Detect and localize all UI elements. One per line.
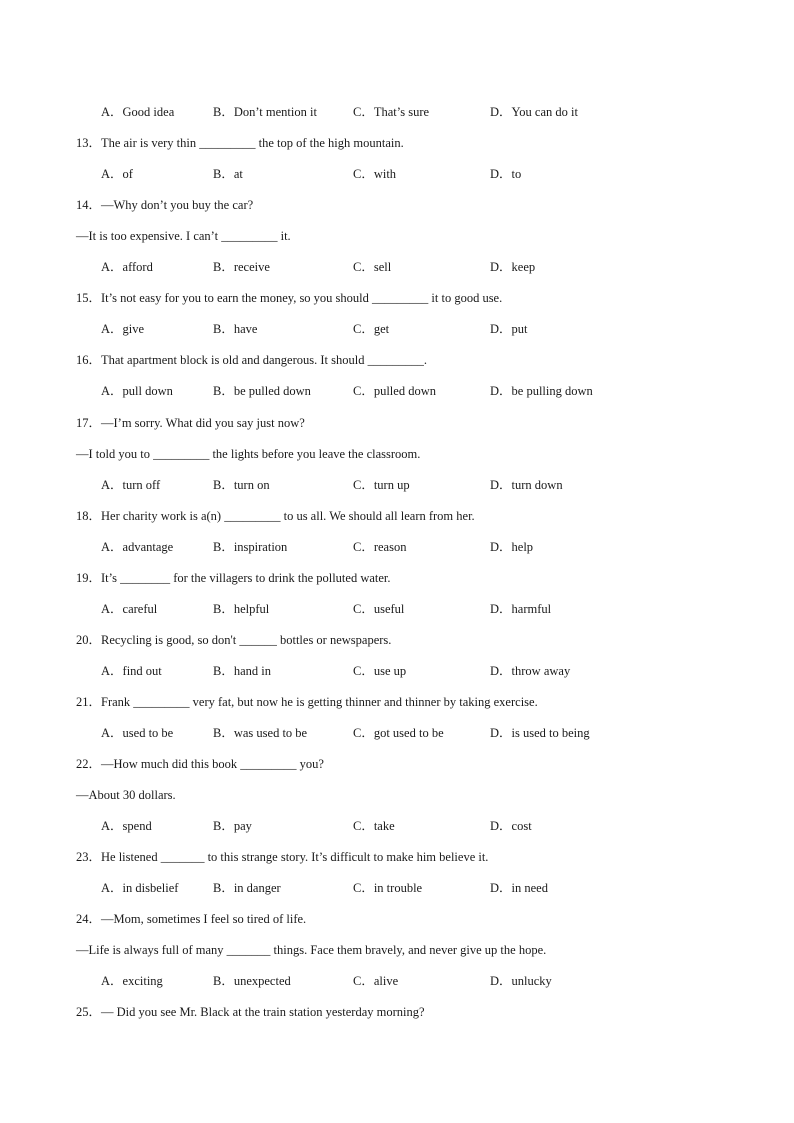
question-line: —I told you to _________ the lights before you leave the classroom. [76, 447, 421, 461]
option-a: A．pull down [101, 384, 173, 398]
option-d: D．throw away [490, 664, 571, 678]
option-c: C．get [353, 322, 390, 336]
option-a: A．exciting [101, 974, 163, 988]
question-line: 20．Recycling is good, so don't ______ bottles or newspapers. [76, 633, 392, 647]
option-a: A．advantage [101, 540, 174, 554]
option-c: C．sell [353, 260, 392, 274]
question-line: 13．The air is very thin _________ the top of the high mountain. [76, 136, 404, 150]
option-a: A．find out [101, 664, 162, 678]
question-line: 25．— Did you see Mr. Black at the train station yesterday morning? [76, 1005, 425, 1019]
option-b: B．have [213, 322, 258, 336]
option-c: C．in trouble [353, 881, 423, 895]
option-d: D．be pulling down [490, 384, 593, 398]
option-c: C．take [353, 819, 395, 833]
question-line: 15．It’s not easy for you to earn the money, so you should _________ it to good use. [76, 291, 503, 305]
question-line: 24．—Mom, sometimes I feel so tired of life. [76, 912, 307, 926]
option-b: B．at [213, 167, 243, 181]
question-line: —Life is always full of many _______ things. Face them bravely, and never give up the hope. [76, 943, 547, 957]
option-b: B．helpful [213, 602, 270, 616]
question-line: 18．Her charity work is a(n) _________ to us all. We should all learn from her. [76, 509, 475, 523]
option-b: B．unexpected [213, 974, 291, 988]
option-d: D．put [490, 322, 528, 336]
option-b: B．receive [213, 260, 270, 274]
question-line: —About 30 dollars. [76, 788, 176, 802]
option-c: C．That’s sure [353, 105, 430, 119]
option-c: C．use up [353, 664, 407, 678]
question-line: 19．It’s ________ for the villagers to drink the polluted water. [76, 571, 391, 585]
option-a: A．of [101, 167, 133, 181]
option-d: D．unlucky [490, 974, 552, 988]
option-c: C．got used to be [353, 726, 444, 740]
question-line: 17．—I’m sorry. What did you say just now? [76, 416, 305, 430]
option-c: C．with [353, 167, 397, 181]
option-b: B．turn on [213, 478, 270, 492]
option-a: A．spend [101, 819, 152, 833]
question-line: 23．He listened _______ to this strange story. It’s difficult to make him believe it. [76, 850, 489, 864]
option-a: A．in disbelief [101, 881, 179, 895]
option-b: B．inspiration [213, 540, 288, 554]
option-c: C．pulled down [353, 384, 436, 398]
option-b: B．was used to be [213, 726, 308, 740]
option-d: D．keep [490, 260, 536, 274]
question-line: 22．—How much did this book _________ you? [76, 757, 324, 771]
option-a: A．turn off [101, 478, 161, 492]
option-b: B．in danger [213, 881, 281, 895]
question-line: 16．That apartment block is old and dangerous. It should _________. [76, 353, 427, 367]
option-d: D．to [490, 167, 522, 181]
option-c: C．alive [353, 974, 399, 988]
option-d: D．in need [490, 881, 548, 895]
option-a: A．Good idea [101, 105, 175, 119]
option-c: C．reason [353, 540, 407, 554]
option-d: D．cost [490, 819, 532, 833]
option-a: A．used to be [101, 726, 174, 740]
option-d: D．is used to being [490, 726, 590, 740]
option-b: B．Don’t mention it [213, 105, 317, 119]
question-line: 21．Frank _________ very fat, but now he is getting thinner and thinner by taking exercise. [76, 695, 538, 709]
option-d: D．harmful [490, 602, 552, 616]
option-c: C．turn up [353, 478, 410, 492]
option-b: B．be pulled down [213, 384, 311, 398]
question-line: 14．—Why don’t you buy the car? [76, 198, 254, 212]
option-d: D．turn down [490, 478, 563, 492]
option-b: B．pay [213, 819, 252, 833]
option-c: C．useful [353, 602, 405, 616]
option-d: D．help [490, 540, 534, 554]
question-line: —It is too expensive. I can’t _________ it. [76, 229, 291, 243]
option-d: D．You can do it [490, 105, 578, 119]
option-a: A．careful [101, 602, 158, 616]
option-a: A．give [101, 322, 145, 336]
option-b: B．hand in [213, 664, 271, 678]
option-a: A．afford [101, 260, 153, 274]
